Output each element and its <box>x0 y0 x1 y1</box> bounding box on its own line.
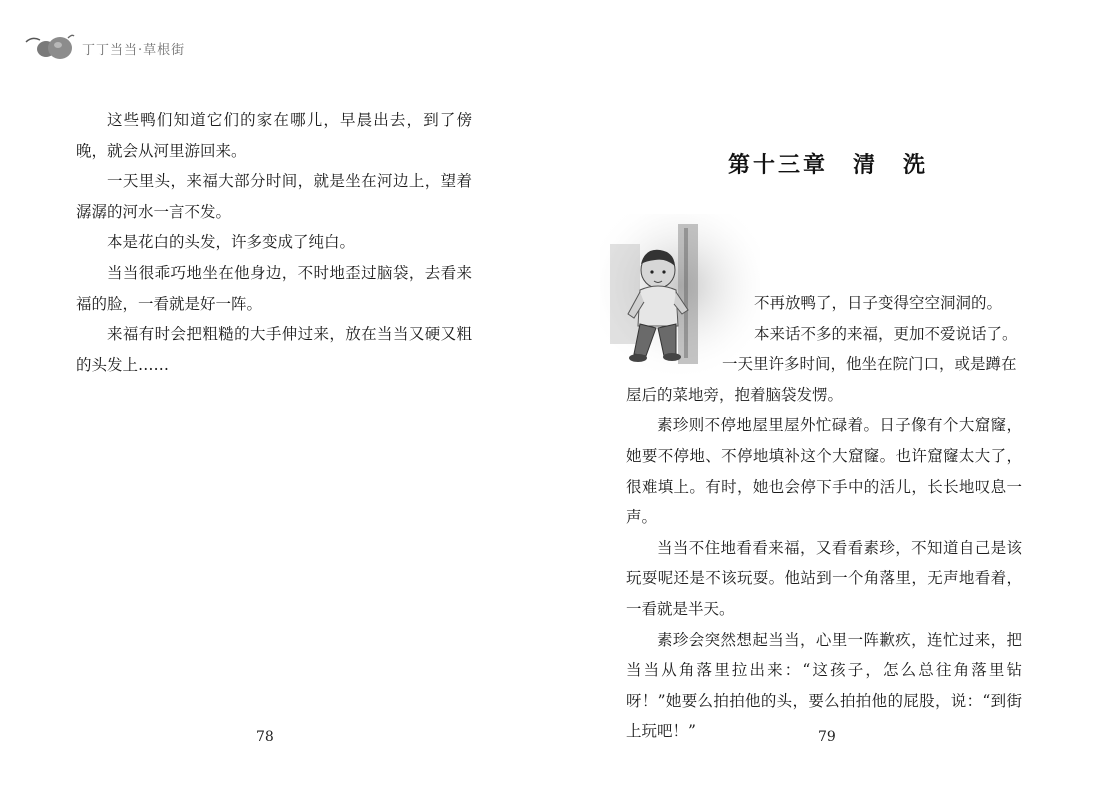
paragraph: 素珍则不停地屋里屋外忙碌着。日子像有个大窟窿，她要不停地、不停地填补这个大窟窿。也许窟窿太大了，很难填上。有时，她也会停下手中的活儿，长长地叹息一声。 <box>626 416 1022 527</box>
paragraph: 屋后的菜地旁，抱着脑袋发愣。 <box>626 385 844 404</box>
wrapped-line: 本来话不多的来福，更加不爱说话了。 <box>754 324 1018 343</box>
right-body-text <box>626 288 1022 747</box>
paragraph: 当当不住地看看来福，又看看素珍，不知道自己是该玩耍呢还是不该玩耍。他站到一个角落里，无声地看着，一看就是半天。 <box>626 538 1022 618</box>
page-number: 78 <box>256 729 274 745</box>
page-number: 79 <box>818 729 836 745</box>
paragraph: 一天里头，来福大部分时间，就是坐在河边上，望着潺潺的河水一言不发。 <box>76 172 472 221</box>
gourd-logo-icon <box>24 30 76 64</box>
series-header <box>24 30 185 64</box>
paragraph: 来福有时会把粗糙的大手伸过来，放在当当又硬又粗的头发上…… <box>76 325 472 374</box>
left-body-text <box>76 105 472 380</box>
paragraph: 这些鸭们知道它们的家在哪儿，早晨出去，到了傍晚，就会从河里游回来。 <box>76 111 472 160</box>
paragraph: 本是花白的头发，许多变成了纯白。 <box>107 233 356 252</box>
chapter-title: 第十三章 清 洗 <box>728 152 929 178</box>
paragraph: 当当很乖巧地坐在他身边，不时地歪过脑袋，去看来福的脸，一看就是好一阵。 <box>76 263 472 313</box>
series-title: 丁丁当当·草根街 <box>82 42 186 58</box>
wrapped-line: 一天里许多时间，他坐在院门口，或是蹲在 <box>722 355 1017 374</box>
paragraph: 素珍会突然想起当当，心里一阵歉疚，连忙过来，把当当从角落里拉出来：“这孩子，怎么总往角落里钻呀！”她要么拍拍他的头，要么拍拍他的屁股，说：“到街上玩吧！” <box>626 630 1022 741</box>
wrapped-line: 不再放鸭了，日子变得空空洞洞的。 <box>754 294 1003 312</box>
right-page <box>548 0 1096 786</box>
